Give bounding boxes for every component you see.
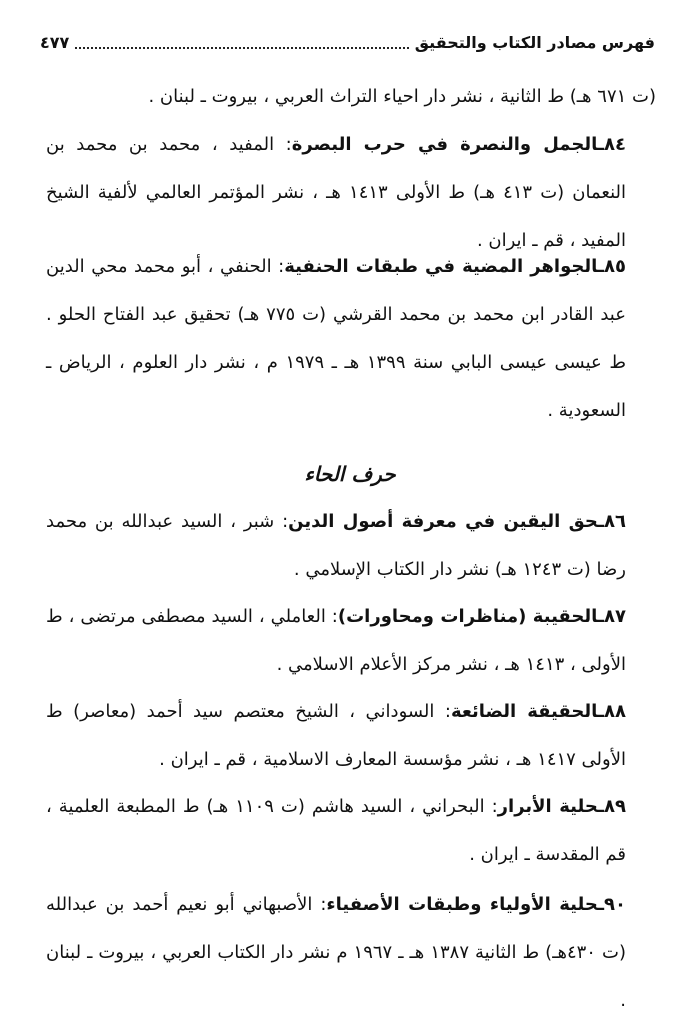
- entry-text: : البحراني ، السيد هاشم (ت ١١٠٩ هـ) ط المطبعة العلمية ، قم المقدسة ـ ايران .: [46, 796, 626, 865]
- continuation-paragraph: (ت ٦٧١ هـ) ط الثانية ، نشر دار احياء التراث العربي ، بيروت ـ لبنان .: [148, 86, 656, 107]
- entry-paragraph: [46, 688, 656, 784]
- entry-title: حلية الأبرار: [497, 796, 598, 817]
- entry-text: : المفيد ، محمد بن محمد بن النعمان (ت ٤١٣ هـ) ط الأولى ١٤١٣ هـ ، نشر المؤتمر العالمي لألفية الشيخ المفيد ، قم ـ ايران .: [46, 134, 626, 251]
- running-header: [40, 28, 655, 56]
- entry-paragraph: [46, 783, 656, 879]
- page-number: ٤٧٧: [40, 32, 70, 52]
- entry-88: [46, 688, 656, 784]
- continuation-text: [46, 73, 656, 121]
- leader-dots: [75, 35, 408, 49]
- entry-text: : العاملي ، السيد مصطفى مرتضى ، ط الأولى ، ١٤١٣ هـ ، نشر مركز الأعلام الاسلامي .: [46, 606, 626, 675]
- entry-number: ٨٤ـ: [597, 134, 626, 155]
- entry-text: : شبر ، السيد عبدالله بن محمد رضا (ت ١٢٤٣ هـ) نشر دار الكتاب الإسلامي .: [46, 511, 626, 580]
- entry-number: ٨٨ـ: [597, 701, 626, 722]
- entry-title: الجواهر المضية في طبقات الحنفية: [284, 256, 598, 277]
- entry-title: حلية الأولياء وطبقات الأصفياء: [326, 894, 598, 915]
- entry-title: الحقيقة الضائعة: [450, 701, 598, 722]
- entry-paragraph: [46, 243, 656, 435]
- entry-number: ٨٥ـ: [597, 256, 626, 277]
- entry-86: [46, 498, 656, 594]
- entry-number: ٩٠ـ: [597, 894, 626, 915]
- entry-text: : الأصبهاني أبو نعيم أحمد بن عبدالله (ت ٤٣٠هـ) ط الثانية ١٣٨٧ هـ ـ ١٩٦٧ م نشر دار الكتاب العربي ، بيروت ـ لبنان .: [46, 894, 626, 1011]
- entry-text: : الحنفي ، أبو محمد محي الدين عبد القادر ابن محمد بن محمد القرشي (ت ٧٧٥ هـ) تحقيق عبد الفتاح الحلو . ط عيسى عيسى البابي سنة ١٣٩٩ هـ ـ ١٩٧٩ م ، نشر دار العلوم ، الرياض ـ السعودية .: [46, 256, 626, 421]
- entry-number: ٨٩ـ: [597, 796, 626, 817]
- section-heading: حرف الحاء: [304, 462, 396, 486]
- entry-number: ٨٧ـ: [597, 606, 626, 627]
- entry-title: الجمل والنصرة في حرب البصرة: [291, 134, 598, 155]
- entry-85: [46, 243, 656, 435]
- entry-paragraph: [46, 498, 656, 594]
- entry-paragraph: [46, 881, 656, 1025]
- entry-paragraph: [46, 593, 656, 689]
- header-title: فهرس مصادر الكتاب والتحقيق: [414, 32, 655, 52]
- entry-title: حق اليقين في معرفة أصول الدين: [288, 511, 598, 532]
- entry-number: ٨٦ـ: [597, 511, 626, 532]
- entry-89: [46, 783, 656, 879]
- entry-text: : السوداني ، الشيخ معتصم سيد أحمد (معاصر) ط الأولى ١٤١٧ هـ ، نشر مؤسسة المعارف الاسلامية ، قم ـ ايران .: [46, 701, 626, 770]
- entry-87: [46, 593, 656, 689]
- entry-90: [46, 881, 656, 1025]
- entry-title: الحقيبة (مناظرات ومحاورات): [337, 606, 598, 627]
